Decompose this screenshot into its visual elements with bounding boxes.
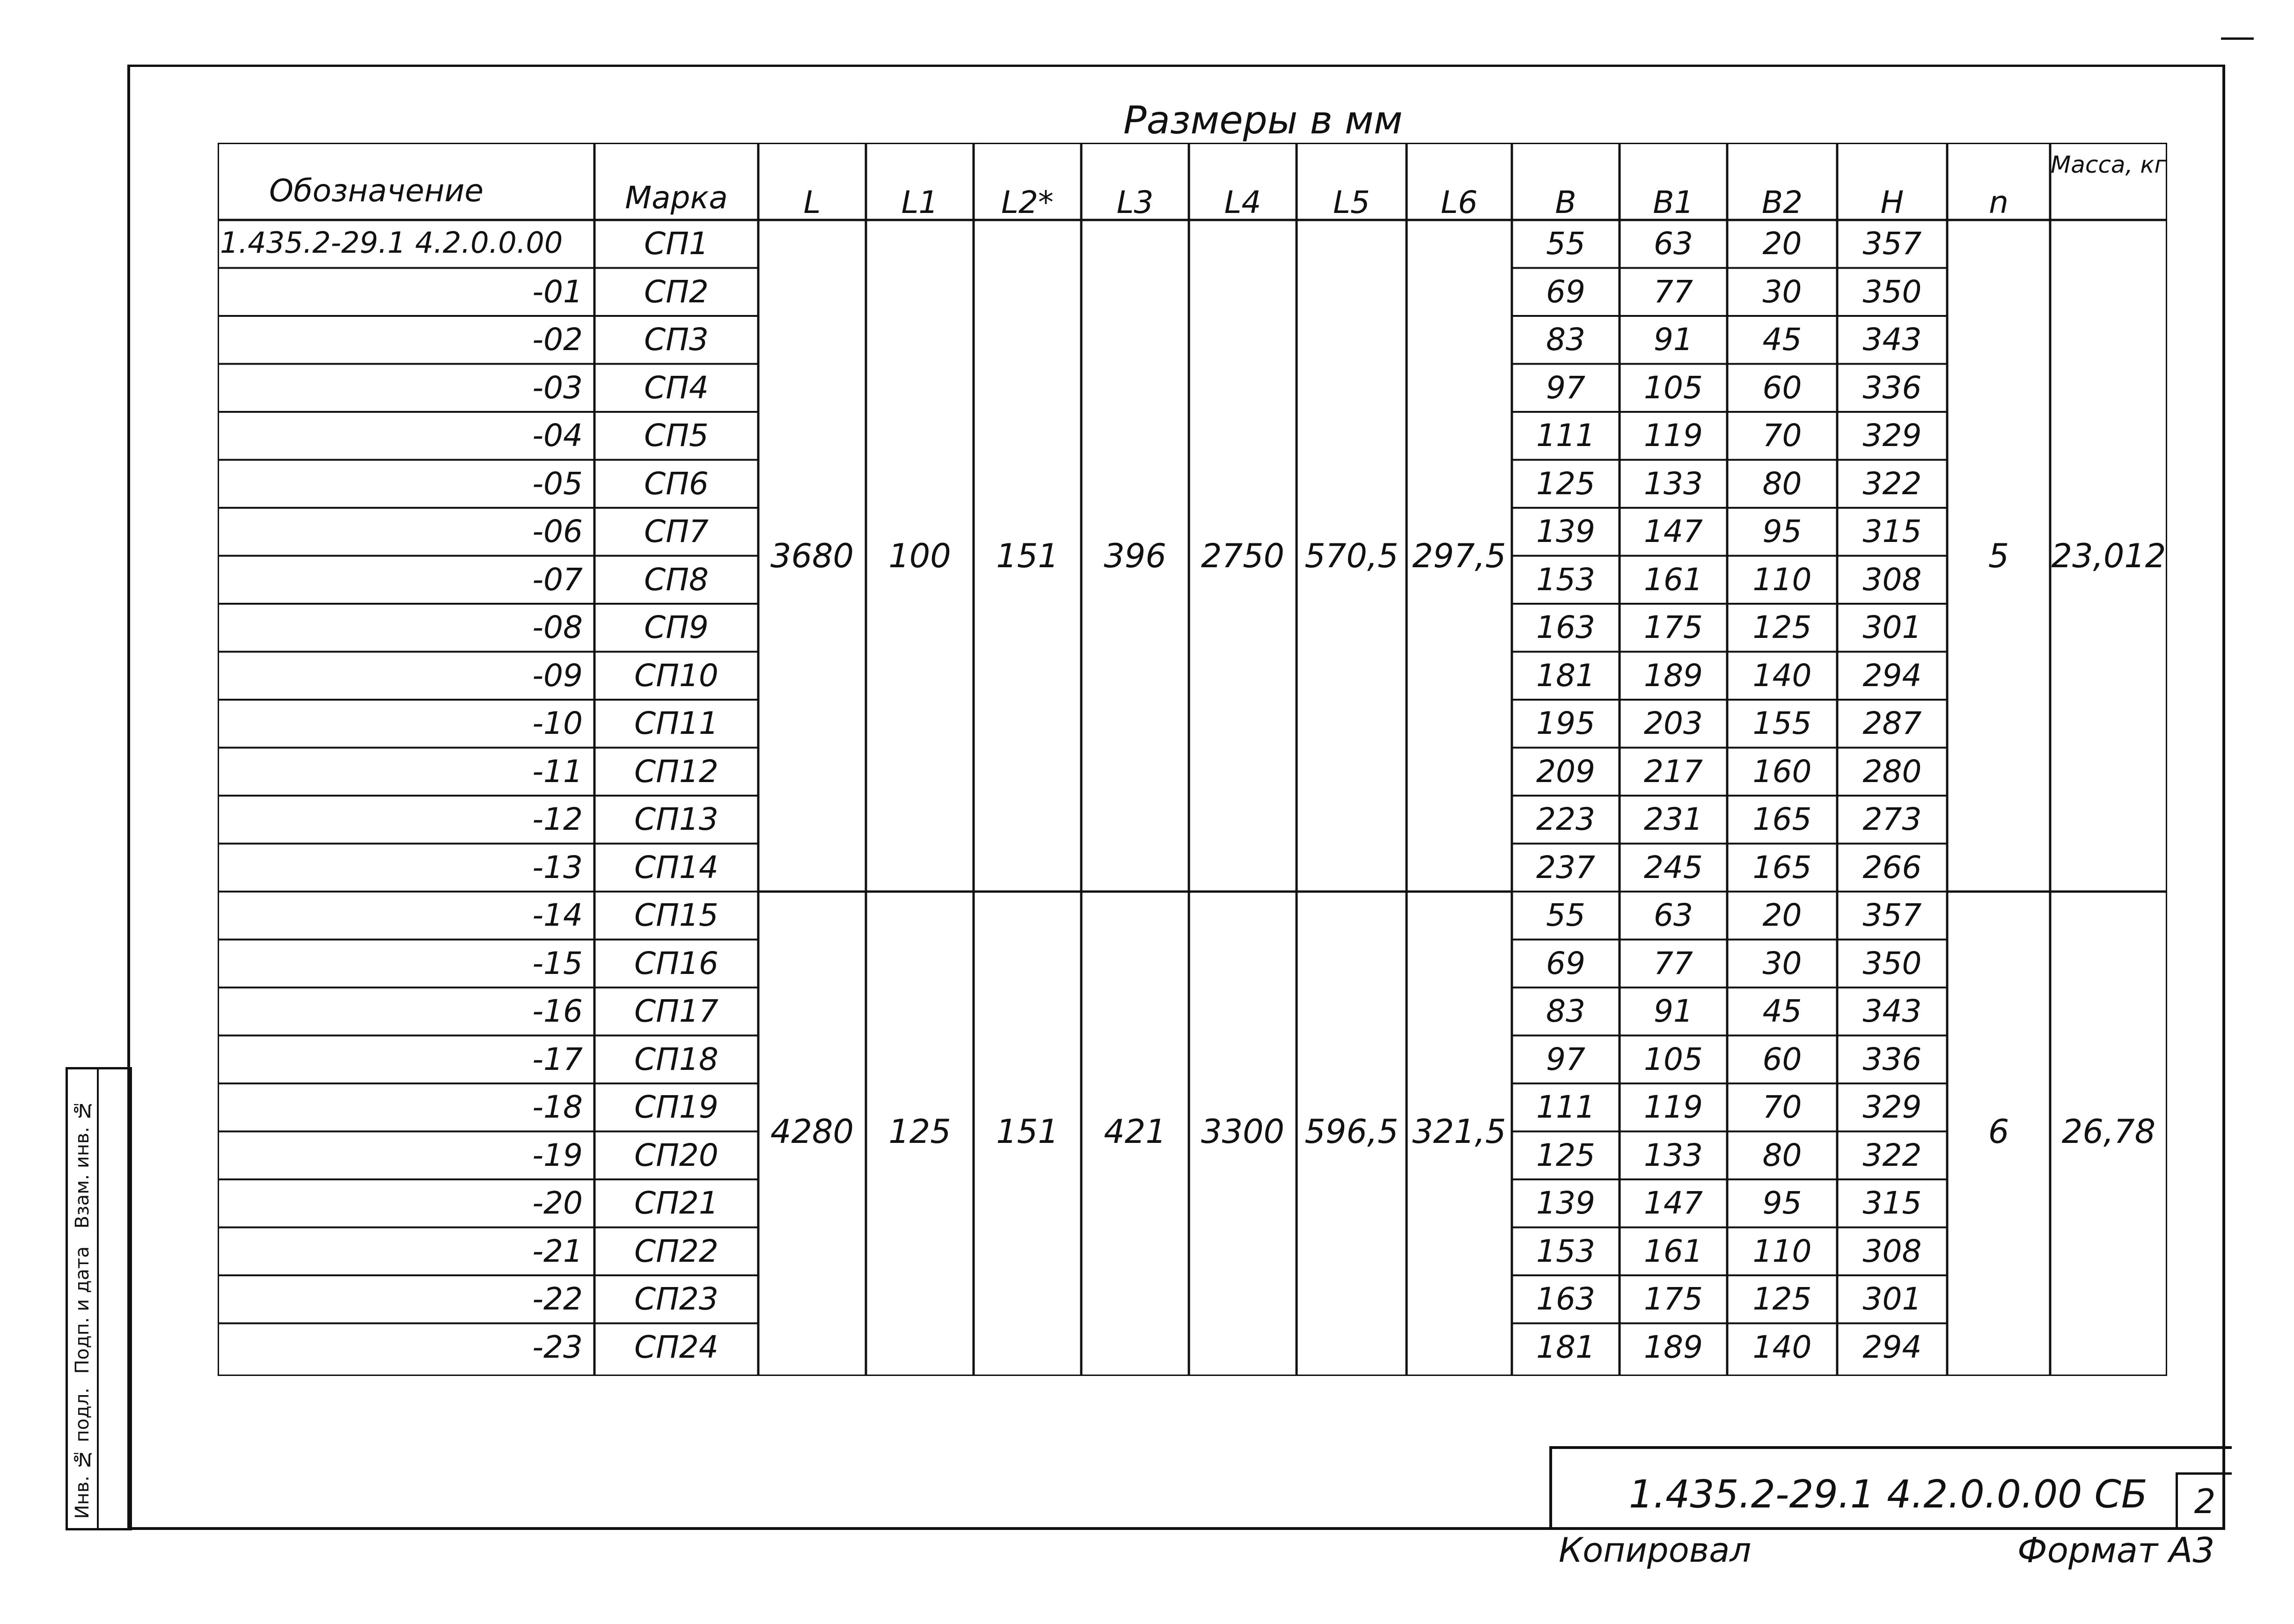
group-value-l1: 125: [888, 1112, 951, 1151]
dimension-cell-b1: 161: [1644, 1233, 1703, 1269]
group-value-l5: 596,5: [1305, 1112, 1399, 1151]
dimension-cell-b: 55: [1546, 226, 1585, 262]
group-value-l4: 3300: [1201, 1112, 1285, 1151]
dimension-cell-b: 163: [1536, 609, 1595, 645]
dimension-cell-b1: 189: [1644, 657, 1703, 694]
group-value-n: 5: [1988, 536, 2009, 575]
dimension-cell-b: 139: [1536, 1185, 1595, 1221]
inventory-label: Инв. № подл.: [72, 1387, 93, 1519]
dimension-cell-b1: 175: [1644, 609, 1703, 645]
column-header: Обозначение: [269, 173, 484, 209]
column-header: H: [1880, 184, 1904, 220]
dimension-cell-b: 139: [1536, 513, 1595, 549]
dimension-cell-b: 97: [1546, 369, 1585, 406]
column-header: B1: [1653, 184, 1694, 220]
dimension-cell-h: 301: [1862, 1281, 1922, 1317]
column-header: L6: [1441, 184, 1478, 220]
dimension-cell-b2: 60: [1762, 369, 1802, 406]
dimension-cell-h: 315: [1862, 513, 1922, 549]
mark-cell: СП3: [644, 322, 709, 358]
group-value-l4: 2750: [1201, 536, 1285, 575]
group-value-l3: 396: [1104, 536, 1166, 575]
designation-cell: -12: [532, 801, 583, 837]
dimension-cell-h: 315: [1862, 1185, 1922, 1221]
mark-cell: СП17: [634, 993, 718, 1029]
dimension-cell-b1: 77: [1654, 273, 1693, 310]
designation-cell: -04: [532, 417, 583, 454]
dimension-cell-b: 181: [1536, 1329, 1595, 1365]
mark-cell: СП6: [644, 465, 709, 502]
designation-cell: -03: [532, 369, 583, 406]
mark-cell: СП23: [634, 1281, 718, 1317]
dimension-cell-h: 329: [1862, 1089, 1922, 1125]
dimension-cell-b: 55: [1546, 897, 1585, 933]
dimension-cell-b1: 63: [1654, 897, 1693, 933]
designation-cell: -10: [532, 705, 583, 741]
spec-table: [218, 143, 2167, 1376]
mark-cell: СП16: [634, 945, 718, 981]
copied-by-label: Копировал: [1559, 1530, 1752, 1570]
dimension-cell-h: 273: [1862, 801, 1922, 837]
designation-cell: -16: [532, 993, 583, 1029]
dimension-cell-b1: 105: [1644, 1041, 1703, 1077]
mark-cell: СП20: [634, 1137, 718, 1173]
dimension-cell-b2: 110: [1752, 1233, 1812, 1269]
column-header: Марка: [625, 180, 728, 216]
dimension-cell-b: 195: [1536, 705, 1595, 741]
dimension-cell-b1: 161: [1644, 561, 1703, 598]
group-value-l1: 100: [888, 536, 951, 575]
dimension-cell-h: 336: [1862, 1041, 1922, 1077]
dimension-cell-h: 294: [1862, 1329, 1922, 1365]
column-header: L1: [901, 184, 938, 220]
dimension-cell-b: 209: [1536, 753, 1595, 790]
designation-cell: 1.435.2-29.1 4.2.0.0.00: [220, 226, 563, 260]
dimension-cell-b: 237: [1536, 849, 1595, 885]
designation-cell: -23: [532, 1329, 583, 1365]
format-label: Формат А3: [2017, 1530, 2215, 1571]
table-heading: Размеры в мм: [1123, 98, 1403, 143]
dimension-cell-b2: 155: [1752, 705, 1812, 741]
dimension-cell-b1: 203: [1644, 705, 1703, 741]
side-stamp-labels: [68, 1069, 99, 1528]
document-code: 1.435.2-29.1 4.2.0.0.00 СБ: [1628, 1472, 2147, 1517]
column-header: B2: [1761, 184, 1803, 220]
dimension-cell-b1: 175: [1644, 1281, 1703, 1317]
mark-cell: СП9: [644, 609, 709, 645]
mark-cell: СП14: [634, 849, 718, 885]
dimension-cell-b1: 133: [1644, 1137, 1703, 1173]
dimension-cell-b: 111: [1536, 417, 1595, 454]
dimension-cell-b2: 95: [1762, 1185, 1802, 1221]
mark-cell: СП18: [634, 1041, 718, 1077]
dimension-cell-b1: 91: [1654, 322, 1693, 358]
designation-cell: -18: [532, 1089, 583, 1125]
dimension-cell-b: 69: [1546, 273, 1585, 310]
dimension-cell-b2: 80: [1762, 465, 1802, 502]
group-value-l: 3680: [770, 536, 854, 575]
column-header: Масса, кг: [2051, 151, 2167, 178]
dimension-cell-h: 280: [1862, 753, 1922, 790]
dimension-cell-b: 97: [1546, 1041, 1585, 1077]
designation-cell: -08: [532, 609, 583, 645]
dimension-cell-b: 163: [1536, 1281, 1595, 1317]
dimension-cell-h: 350: [1862, 945, 1922, 981]
dimension-cell-b1: 147: [1644, 513, 1703, 549]
mark-cell: СП5: [644, 417, 709, 454]
designation-cell: -15: [532, 945, 583, 981]
group-value-l3: 421: [1104, 1112, 1166, 1151]
dimension-cell-h: 329: [1862, 417, 1922, 454]
dimension-cell-h: 294: [1862, 657, 1922, 694]
designation-cell: -07: [532, 561, 583, 598]
column-header: L5: [1333, 184, 1370, 220]
dimension-cell-b2: 95: [1762, 513, 1802, 549]
dimension-cell-b1: 91: [1654, 993, 1693, 1029]
mark-cell: СП4: [644, 369, 709, 406]
mark-cell: СП19: [634, 1089, 718, 1125]
column-header: n: [1989, 184, 2008, 220]
group-value-l2: 151: [996, 536, 1059, 575]
dimension-cell-b1: 217: [1644, 753, 1703, 790]
sheet-number: 2: [2176, 1472, 2232, 1529]
side-stamp: [66, 1067, 132, 1530]
group-value-l6: 321,5: [1412, 1112, 1506, 1151]
designation-cell: -13: [532, 849, 583, 885]
dimension-cell-h: 322: [1862, 465, 1922, 502]
dimension-cell-b: 153: [1536, 561, 1595, 598]
designation-cell: -05: [532, 465, 583, 502]
designation-cell: -06: [532, 513, 583, 549]
dimension-cell-b2: 80: [1762, 1137, 1802, 1173]
mark-cell: СП21: [634, 1185, 718, 1221]
mark-cell: СП10: [634, 657, 718, 694]
mark-cell: СП24: [634, 1329, 718, 1365]
mark-cell: СП22: [634, 1233, 718, 1269]
designation-cell: -01: [532, 273, 583, 310]
dimension-cell-b2: 140: [1752, 1329, 1812, 1365]
dimension-cell-b: 125: [1536, 1137, 1595, 1173]
designation-cell: -09: [532, 657, 583, 694]
dimension-cell-b1: 119: [1644, 417, 1703, 454]
dimension-cell-b2: 160: [1752, 753, 1812, 790]
dimension-cell-b1: 147: [1644, 1185, 1703, 1221]
designation-cell: -21: [532, 1233, 583, 1269]
dimension-cell-h: 266: [1862, 849, 1922, 885]
corner-mark: [2221, 37, 2254, 59]
dimension-cell-b1: 77: [1654, 945, 1693, 981]
dimension-cell-h: 357: [1862, 226, 1922, 262]
mark-cell: СП12: [634, 753, 718, 790]
dimension-cell-h: 343: [1862, 993, 1922, 1029]
signature-date-label: Подп. и дата: [72, 1246, 93, 1374]
dimension-cell-b2: 125: [1752, 1281, 1812, 1317]
column-header: L4: [1224, 184, 1261, 220]
dimension-cell-b2: 165: [1752, 801, 1812, 837]
dimension-cell-h: 301: [1862, 609, 1922, 645]
designation-cell: -02: [532, 322, 583, 358]
group-value-l6: 297,5: [1412, 536, 1506, 575]
mark-cell: СП7: [644, 513, 709, 549]
dimension-cell-b1: 63: [1654, 226, 1693, 262]
mark-cell: СП15: [634, 897, 718, 933]
group-value-l: 4280: [770, 1112, 854, 1151]
dimension-cell-b: 223: [1536, 801, 1595, 837]
dimension-cell-b1: 133: [1644, 465, 1703, 502]
designation-cell: -22: [532, 1281, 583, 1317]
group-value-l5: 570,5: [1305, 536, 1399, 575]
dimension-cell-b1: 105: [1644, 369, 1703, 406]
dimension-cell-b: 181: [1536, 657, 1595, 694]
title-block: [1549, 1446, 2232, 1528]
dimension-cell-b1: 189: [1644, 1329, 1703, 1365]
dimension-cell-b2: 30: [1762, 945, 1802, 981]
dimension-cell-b2: 70: [1762, 417, 1802, 454]
dimension-cell-h: 308: [1862, 1233, 1922, 1269]
column-header: L: [803, 184, 821, 220]
dimension-cell-b2: 70: [1762, 1089, 1802, 1125]
dimension-cell-b: 69: [1546, 945, 1585, 981]
dimension-cell-h: 357: [1862, 897, 1922, 933]
dimension-cell-b: 153: [1536, 1233, 1595, 1269]
designation-cell: -14: [532, 897, 583, 933]
mark-cell: СП13: [634, 801, 718, 837]
dimension-cell-b2: 45: [1762, 322, 1802, 358]
dimension-cell-b1: 119: [1644, 1089, 1703, 1125]
designation-cell: -17: [532, 1041, 583, 1077]
column-header: L3: [1116, 184, 1154, 220]
group-value-n: 6: [1988, 1112, 2009, 1151]
dimension-cell-h: 343: [1862, 322, 1922, 358]
dimension-cell-h: 308: [1862, 561, 1922, 598]
dimension-cell-b1: 231: [1644, 801, 1703, 837]
group-value-l2: 151: [996, 1112, 1059, 1151]
column-header: B: [1555, 184, 1576, 220]
dimension-cell-h: 322: [1862, 1137, 1922, 1173]
dimension-cell-b: 83: [1546, 322, 1585, 358]
dimension-cell-h: 287: [1862, 705, 1922, 741]
dimension-cell-b2: 110: [1752, 561, 1812, 598]
designation-cell: -19: [532, 1137, 583, 1173]
mark-cell: СП8: [644, 561, 709, 598]
dimension-cell-b: 111: [1536, 1089, 1595, 1125]
dimension-cell-b2: 165: [1752, 849, 1812, 885]
dimension-cell-h: 336: [1862, 369, 1922, 406]
dimension-cell-b2: 140: [1752, 657, 1812, 694]
dimension-cell-b: 125: [1536, 465, 1595, 502]
dimension-cell-b: 83: [1546, 993, 1585, 1029]
column-header: L2*: [1001, 184, 1054, 220]
mark-cell: СП2: [644, 273, 709, 310]
dimension-cell-b2: 125: [1752, 609, 1812, 645]
dimension-cell-b1: 245: [1644, 849, 1703, 885]
dimension-cell-b2: 45: [1762, 993, 1802, 1029]
group-value-mass: 23,012: [2051, 536, 2166, 575]
mark-cell: СП11: [634, 705, 718, 741]
designation-cell: -20: [532, 1185, 583, 1221]
dimension-cell-b2: 30: [1762, 273, 1802, 310]
dimension-cell-b2: 60: [1762, 1041, 1802, 1077]
designation-cell: -11: [532, 753, 583, 790]
mark-cell: СП1: [644, 226, 709, 262]
dimension-cell-h: 350: [1862, 273, 1922, 310]
group-value-mass: 26,78: [2061, 1112, 2156, 1151]
dimension-cell-b2: 20: [1762, 897, 1802, 933]
replacement-label: Взам. инв. №: [72, 1099, 93, 1229]
dimension-cell-b2: 20: [1762, 226, 1802, 262]
